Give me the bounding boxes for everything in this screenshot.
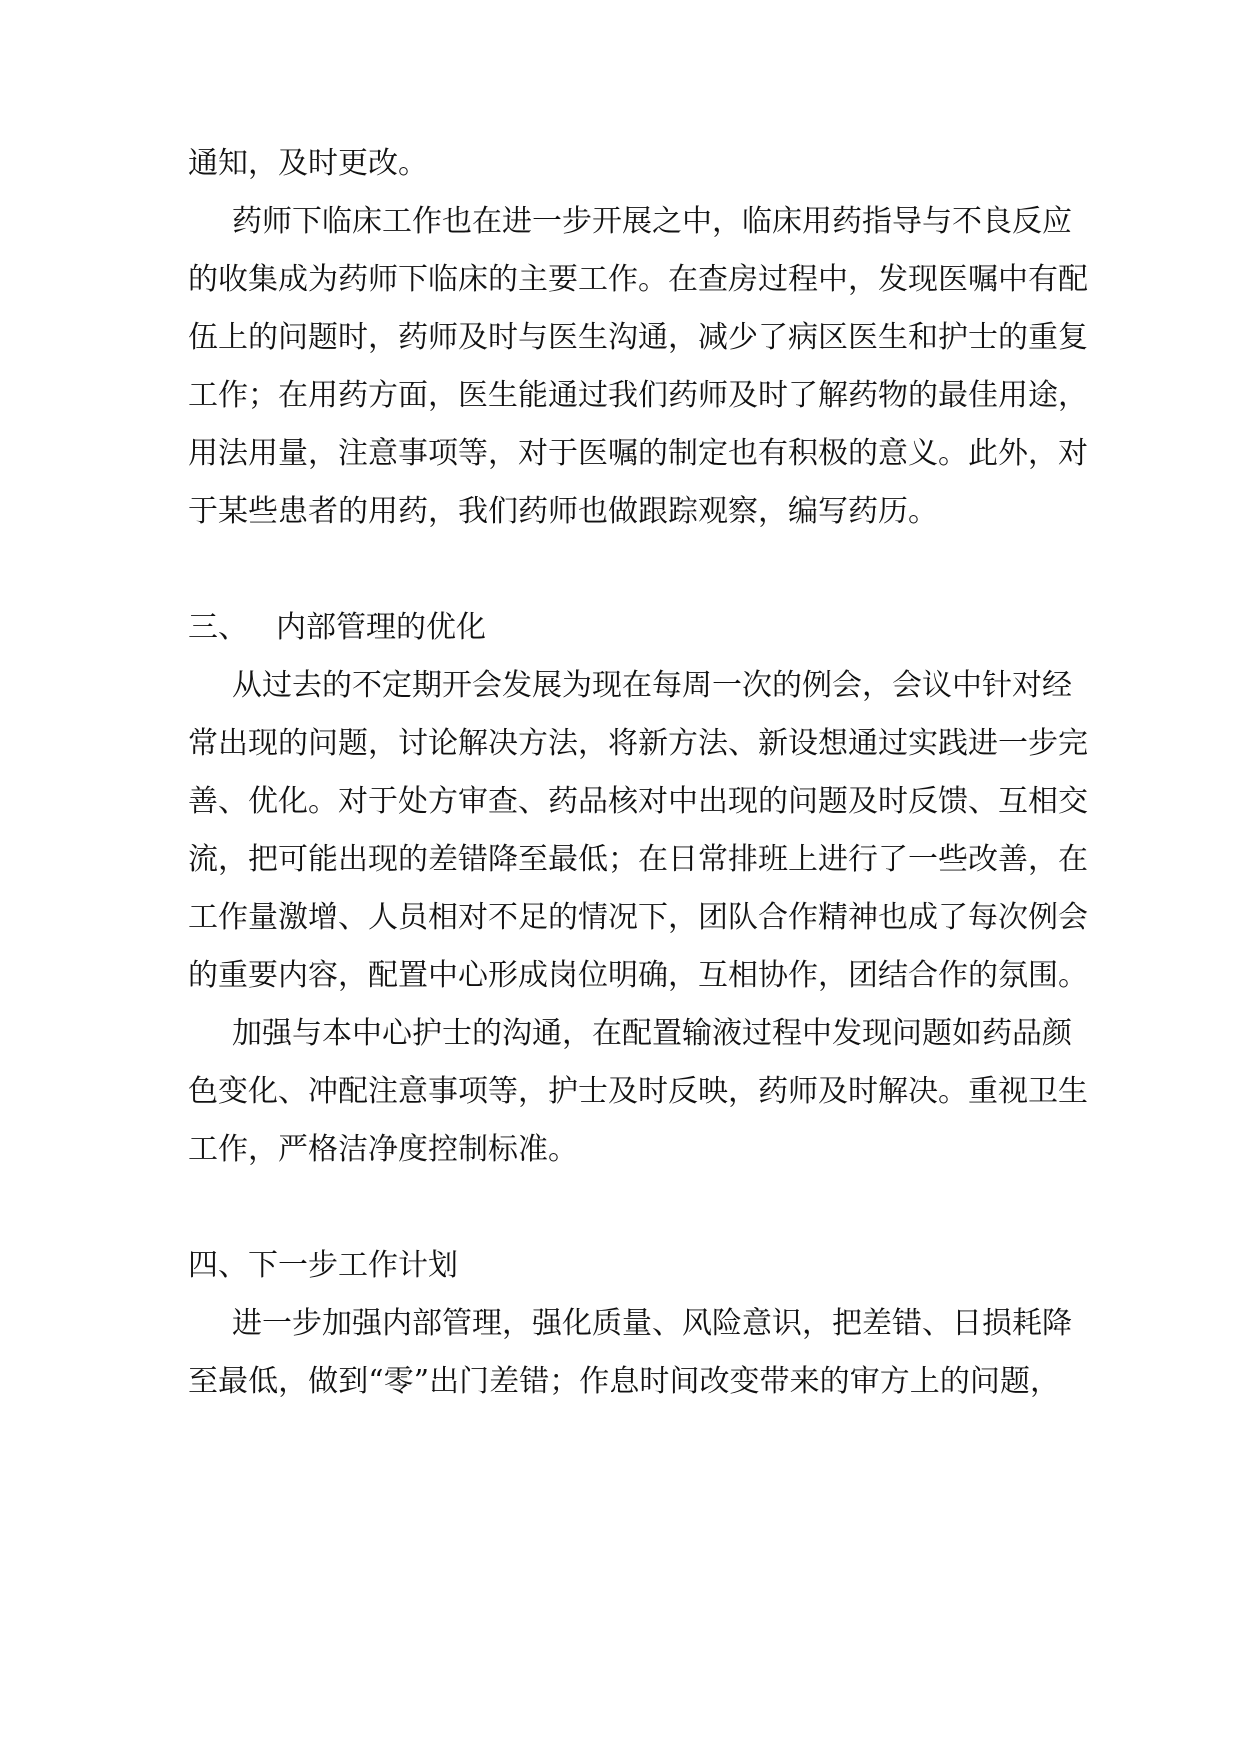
section-title: 内部管理的优化 bbox=[276, 610, 486, 645]
paragraph-line: 工作；在用药方面，医生能通过我们药师及时了解药物的最佳用途， bbox=[188, 378, 1088, 413]
paragraph-line: 的重要内容，配置中心形成岗位明确，互相协作，团结合作的氛围。 bbox=[188, 958, 1088, 993]
paragraph-line: 色变化、冲配注意事项等，护士及时反映，药师及时解决。重视卫生 bbox=[188, 1074, 1088, 1109]
section-number: 三、 bbox=[188, 610, 248, 645]
paragraph-line: 进一步加强内部管理，强化质量、风险意识，把差错、日损耗降 bbox=[232, 1306, 1072, 1341]
paragraph-line: 加强与本中心护士的沟通，在配置输液过程中发现问题如药品颜 bbox=[232, 1016, 1072, 1051]
section-heading: 四、下一步工作计划 bbox=[188, 1248, 458, 1283]
section-heading bbox=[188, 608, 1060, 648]
paragraph-line: 用法用量，注意事项等，对于医嘱的制定也有积极的意义。此外，对 bbox=[188, 436, 1088, 471]
paragraph-line: 工作量激增、人员相对不足的情况下，团队合作精神也成了每次例会 bbox=[188, 900, 1088, 935]
paragraph-line: 工作，严格洁净度控制标准。 bbox=[188, 1132, 578, 1167]
paragraph-line: 至最低，做到“零”出门差错；作息时间改变带来的审方上的问题， bbox=[188, 1364, 1060, 1399]
paragraph-line: 通知，及时更改。 bbox=[188, 146, 428, 181]
paragraph-line: 伍上的问题时，药师及时与医生沟通，减少了病区医生和护士的重复 bbox=[188, 320, 1088, 355]
paragraph-line: 善、优化。对于处方审查、药品核对中出现的问题及时反馈、互相交 bbox=[188, 784, 1088, 819]
paragraph-line: 药师下临床工作也在进一步开展之中，临床用药指导与不良反应 bbox=[232, 204, 1072, 239]
paragraph-line: 从过去的不定期开会发展为现在每周一次的例会，会议中针对经 bbox=[232, 668, 1072, 703]
paragraph-line: 于某些患者的用药，我们药师也做跟踪观察，编写药历。 bbox=[188, 494, 938, 529]
paragraph-line: 的收集成为药师下临床的主要工作。在查房过程中，发现医嘱中有配 bbox=[188, 262, 1088, 297]
paragraph-line: 流，把可能出现的差错降至最低；在日常排班上进行了一些改善，在 bbox=[188, 842, 1088, 877]
paragraph-line: 常出现的问题，讨论解决方法，将新方法、新设想通过实践进一步完 bbox=[188, 726, 1088, 761]
